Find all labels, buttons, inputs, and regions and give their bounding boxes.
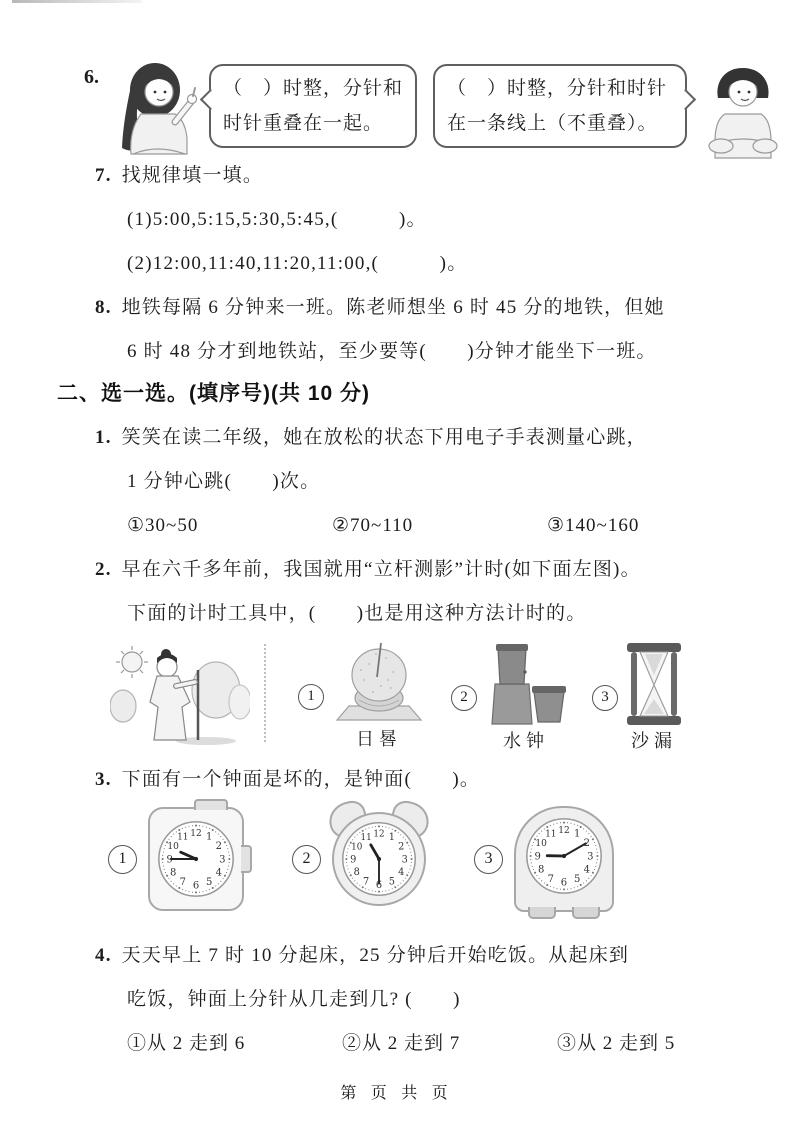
- clock-1-circled-number: 1: [108, 845, 137, 874]
- s2q1-option-1: ①30~50: [127, 515, 199, 536]
- svg-text:4: 4: [398, 867, 405, 879]
- s2q2-line-2: 下面的计时工具中，( )也是用这种方法计时的。: [127, 603, 587, 624]
- tool-2-circled-number: 2: [451, 685, 477, 711]
- s2q2-number: 2.: [95, 559, 112, 580]
- svg-text:11: 11: [177, 832, 189, 843]
- section2-question-1: [95, 416, 762, 548]
- tool-sundial: [298, 642, 427, 751]
- tool-3-label: 沙漏: [631, 731, 677, 751]
- question-7-text: 找规律填一填。: [121, 165, 264, 186]
- s2q4-line-1: [95, 934, 772, 978]
- svg-text:3: 3: [587, 851, 594, 863]
- s2q4-option-3: ③从 2 走到 5: [557, 1033, 676, 1054]
- clock-1-side-button: [241, 845, 252, 873]
- clock-2-rim: [332, 812, 426, 906]
- question-8-text-1: 地铁每隔 6 分钟来一班。陈老师想坐 6 时 45 分的地铁，但她: [121, 297, 665, 318]
- clock-2-circled-number: 2: [292, 845, 321, 874]
- speech-bubble-left-text: （ ）时整，分针和时针重叠在一起。: [223, 78, 404, 134]
- s2q4-number: 4.: [95, 945, 112, 966]
- svg-text:3: 3: [401, 854, 408, 866]
- clock-3-item: [474, 806, 614, 912]
- pole-shadow-scene-image: [110, 642, 250, 746]
- svg-text:4: 4: [215, 867, 223, 879]
- svg-text:9: 9: [166, 854, 173, 866]
- svg-text:10: 10: [535, 839, 547, 850]
- section2-question-4: [95, 934, 772, 1066]
- timing-tools-row: [110, 642, 683, 753]
- s2q1-number: 1.: [95, 427, 112, 448]
- water-clock-image: [484, 642, 568, 726]
- speech-bubble-right: [433, 64, 687, 148]
- svg-text:5: 5: [573, 874, 581, 886]
- question-8-line-1: [95, 286, 665, 330]
- clock-3-dome-body: [514, 806, 614, 912]
- tool-2-figure: [484, 642, 568, 753]
- s2q2-line-1: [95, 548, 641, 592]
- s2q3-number: 3.: [95, 769, 112, 790]
- svg-text:1: 1: [205, 831, 213, 843]
- svg-text:5: 5: [388, 876, 395, 888]
- question-6: [84, 56, 789, 162]
- clock-3-face: [524, 816, 604, 896]
- clock-1-square-body: [148, 807, 244, 911]
- clock-2-face: [340, 820, 418, 898]
- svg-text:7: 7: [547, 874, 555, 886]
- tool-1-label: 日晷: [356, 729, 402, 749]
- svg-text:12: 12: [558, 825, 570, 836]
- svg-text:9: 9: [350, 854, 357, 866]
- s2q1-line-1: [95, 416, 762, 460]
- svg-text:2: 2: [398, 841, 405, 853]
- svg-text:2: 2: [215, 841, 223, 853]
- section-2-title: 二、选一选。(填序号)(共 10 分): [57, 382, 370, 405]
- clock-3-foot-left: [528, 907, 556, 919]
- svg-text:12: 12: [190, 828, 202, 839]
- svg-text:1: 1: [573, 828, 581, 840]
- svg-text:4: 4: [583, 864, 591, 876]
- question-7-item-2: (2)12:00,11:40,11:20,11:00,( )。: [127, 253, 468, 274]
- svg-text:7: 7: [363, 876, 370, 888]
- s2q3-line: [95, 758, 480, 802]
- s2q1-options: [127, 504, 762, 548]
- s2q1-option-2: ②70~110: [332, 515, 414, 536]
- boy-cartoon-image: [697, 62, 789, 162]
- s2q3-text: 下面有一个钟面是坏的，是钟面( )。: [121, 769, 481, 790]
- question-8-number: 8.: [95, 297, 112, 318]
- tool-1-figure: [331, 642, 427, 751]
- s2q1-text-1: 笑笑在读二年级，她在放松的状态下用电子手表测量心跳，: [121, 427, 647, 448]
- question-7-item-1: (1)5:00,5:15,5:30,5:45,( )。: [127, 209, 427, 230]
- question-7: [95, 154, 467, 286]
- clock-faces-row: [108, 806, 662, 912]
- s2q4-text-1: 天天早上 7 时 10 分起床，25 分钟后开始吃饭。从起床到: [121, 945, 630, 966]
- svg-text:6: 6: [375, 879, 383, 891]
- scan-artifact: [12, 0, 142, 3]
- question-8: [95, 286, 665, 374]
- svg-text:9: 9: [534, 851, 541, 863]
- svg-text:8: 8: [353, 867, 360, 879]
- tool-water-clock: [451, 642, 568, 753]
- svg-text:11: 11: [545, 829, 557, 840]
- svg-text:2: 2: [583, 838, 591, 850]
- svg-text:12: 12: [373, 829, 385, 840]
- s2q1-line-2: 1 分钟心跳( )次。: [127, 471, 321, 492]
- clock-1-top-button: [194, 799, 228, 810]
- svg-text:11: 11: [360, 832, 372, 843]
- section2-question-2: [95, 548, 641, 636]
- svg-text:7: 7: [179, 877, 187, 889]
- s2q4-option-2: ②从 2 走到 7: [342, 1033, 461, 1054]
- section2-question-3: [95, 758, 480, 802]
- speech-bubble-right-text: （ ）时整，分针和时针在一条线上（不重叠）。: [447, 78, 668, 134]
- svg-text:8: 8: [169, 867, 177, 879]
- tool-3-figure: [625, 642, 683, 753]
- s2q4-line-2: 吃饭，钟面上分针从几走到几? ( ): [127, 989, 461, 1010]
- speech-bubble-left: [209, 64, 417, 148]
- s2q4-option-1: ①从 2 走到 6: [127, 1033, 246, 1054]
- svg-text:6: 6: [560, 877, 568, 889]
- svg-text:5: 5: [205, 877, 213, 889]
- clock-1-item: [108, 807, 244, 911]
- s2q2-text-1: 早在六千多年前，我国就用“立杆测影”计时(如下面左图)。: [121, 559, 641, 580]
- s2q1-option-3: ③140~160: [547, 515, 640, 536]
- page-footer: 第 页 共 页: [340, 1085, 453, 1102]
- clock-2-item: [292, 812, 426, 906]
- hourglass-image: [625, 642, 683, 726]
- svg-text:8: 8: [537, 864, 545, 876]
- tool-hourglass: [592, 642, 683, 753]
- s2q4-options: [127, 1022, 772, 1066]
- question-7-number: 7.: [95, 165, 112, 186]
- dotted-divider: [264, 644, 266, 742]
- question-7-title: [95, 154, 467, 198]
- question-6-number: 6.: [84, 66, 99, 88]
- clock-3-circled-number: 3: [474, 845, 503, 874]
- girl-cartoon-image: [109, 56, 205, 158]
- svg-text:3: 3: [219, 854, 226, 866]
- svg-text:6: 6: [192, 880, 200, 892]
- clock-1-face: [156, 819, 236, 899]
- tool-1-circled-number: 1: [298, 684, 324, 710]
- svg-text:10: 10: [167, 842, 179, 853]
- clock-2-cat-body: [332, 812, 426, 906]
- svg-text:10: 10: [351, 842, 363, 853]
- clock-3-foot-right: [572, 907, 600, 919]
- question-8-line-2: 6 时 48 分才到地铁站，至少要等( )分钟才能坐下一班。: [127, 341, 657, 362]
- sundial-image: [331, 642, 427, 724]
- svg-text:1: 1: [388, 831, 395, 843]
- tool-3-circled-number: 3: [592, 685, 618, 711]
- tool-2-label: 水钟: [503, 731, 549, 751]
